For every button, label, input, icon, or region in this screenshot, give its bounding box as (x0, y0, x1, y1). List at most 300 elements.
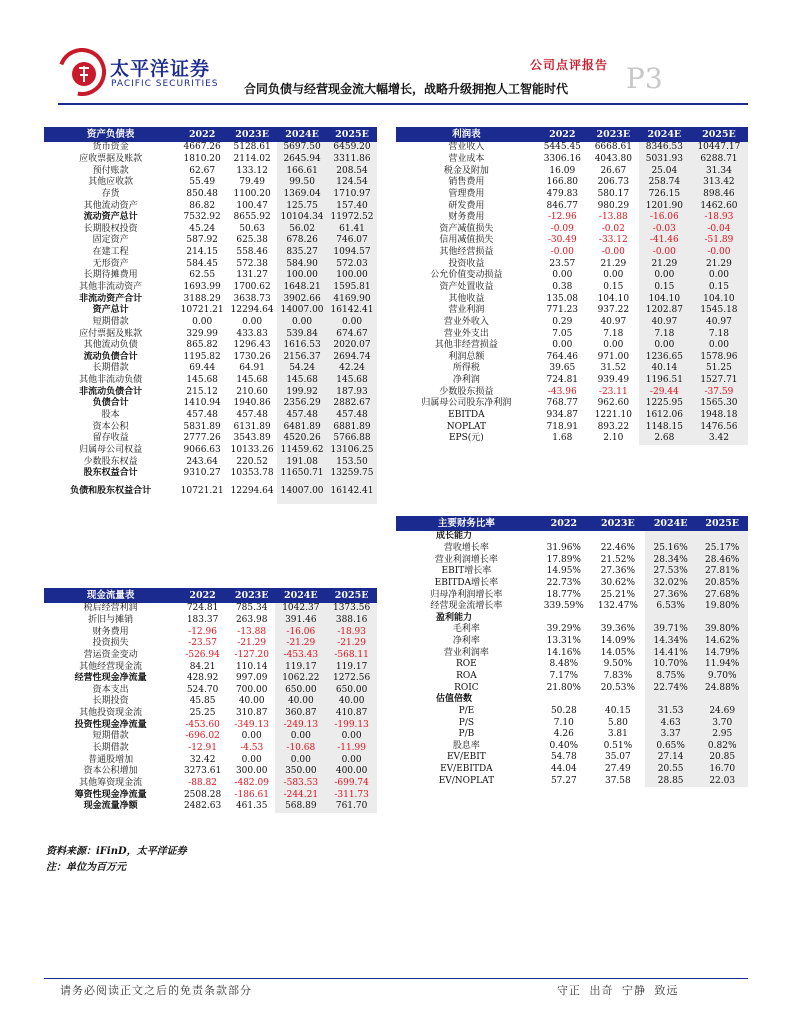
cell-value: 30.62% (600, 577, 636, 588)
cell-value: -199.13 (326, 719, 377, 731)
cell-value: 313.42 (690, 177, 748, 189)
row-label: 普通股增加 (88, 754, 134, 765)
cell-value: 1527.71 (690, 375, 748, 387)
cell-value: 10447.17 (690, 142, 748, 154)
cell-value: 457.48 (186, 410, 218, 421)
cell-value: -526.94 (185, 649, 220, 660)
cell-value: 22.73% (546, 577, 581, 588)
table-row (44, 177, 377, 189)
cell-value: -12.96 (547, 212, 577, 223)
table-row (396, 375, 748, 387)
table-row (396, 554, 748, 566)
cell-value: 0.00 (192, 316, 213, 327)
cell-value: 3543.89 (233, 433, 271, 444)
table-row (44, 743, 377, 755)
cell-value: 580.17 (597, 188, 630, 199)
cell-value: 28.46% (696, 554, 748, 566)
row-label: 税金及附加 (443, 165, 489, 176)
cell-value: 0.29 (552, 316, 573, 327)
row-label: 营收增长率 (443, 542, 489, 553)
table-row (396, 741, 748, 753)
cell-value: 145.68 (236, 375, 268, 386)
cell-value: 39.29% (546, 624, 581, 635)
cell-value: 25.21% (600, 589, 636, 600)
cell-value: -13.88 (598, 212, 628, 223)
cell-value: 9066.63 (183, 444, 221, 455)
year-header: 2024E (645, 516, 697, 531)
cell-value: 1410.94 (183, 398, 221, 409)
cell-value: 339.59% (543, 601, 584, 612)
cell-value: 133.12 (236, 165, 268, 176)
cell-value: 10721.21 (180, 305, 224, 316)
cell-value: 13.31% (546, 636, 581, 647)
cell-value: 764.46 (546, 351, 579, 362)
cell-value: 12294.64 (230, 305, 274, 316)
row-label: 股东权益合计 (83, 468, 138, 479)
row-label: 归属母公司权益 (79, 444, 143, 455)
financial-ratios-table (396, 516, 748, 787)
cell-value: 410.87 (326, 708, 377, 720)
row-label: 短期借款 (92, 731, 129, 742)
table-row (44, 200, 377, 212)
table-row (44, 235, 377, 247)
cell-value: 1730.26 (233, 351, 271, 362)
cell-value: 22.03 (696, 775, 748, 787)
cell-value: 0.65% (645, 741, 697, 753)
cell-value: 2508.28 (183, 789, 222, 800)
cell-value: 104.10 (597, 293, 630, 304)
table-row (44, 142, 377, 154)
table-row (396, 764, 748, 776)
row-label: 其他非流动资产 (79, 282, 143, 292)
cell-value: 145.68 (327, 375, 377, 387)
row-label: 流动负债合计 (83, 351, 138, 362)
cell-value: 1578.96 (690, 352, 748, 364)
cell-value: 166.61 (277, 165, 327, 177)
cell-value: 51.25 (690, 363, 748, 375)
cell-value: 0.00 (603, 270, 624, 281)
cell-value: 22.46% (600, 542, 636, 553)
cell-value: 4.26 (553, 729, 574, 740)
cell-value: 42.24 (327, 363, 377, 375)
cell-value: 768.77 (546, 398, 579, 409)
year-header: 2023E (228, 588, 275, 603)
year-header: 2023E (591, 516, 645, 531)
cell-value: -0.03 (639, 223, 690, 235)
empty-cell (591, 531, 645, 543)
row-label: 短期借款 (92, 316, 129, 327)
cell-value: 433.83 (236, 328, 268, 339)
cell-value: 40.15 (604, 705, 631, 716)
cell-value: 350.00 (275, 766, 326, 778)
cell-value: 39.71% (645, 624, 697, 636)
cell-value: 24.69 (696, 706, 748, 718)
disclaimer-text: 请务必阅读正文之后的免责条款部分 (60, 984, 252, 997)
table-row (44, 801, 377, 813)
cell-value: 7.18 (690, 328, 748, 340)
cell-value: 1476.56 (690, 421, 748, 433)
cell-value: -16.06 (639, 212, 690, 224)
cell-value: 572.38 (236, 258, 268, 269)
cell-value: -453.60 (185, 719, 220, 730)
cell-value: 31.34 (690, 165, 748, 177)
cell-value: 25.17% (696, 543, 748, 555)
cell-value: -18.93 (690, 212, 748, 224)
cell-value: -453.43 (275, 650, 326, 662)
cell-value: 50.28 (550, 705, 577, 716)
row-label: ROIC (454, 682, 479, 693)
cell-value: 119.17 (275, 661, 326, 673)
row-label: 其他收益 (448, 293, 485, 304)
cell-value: 21.80% (546, 682, 581, 693)
company-motto: 守正 出奇 宁静 致远 (557, 984, 679, 997)
table-row (396, 578, 748, 590)
table-row (396, 247, 748, 259)
balance-sheet-table (44, 127, 377, 504)
income-statement-table (396, 127, 748, 445)
table-row (44, 270, 377, 282)
cell-value: 22.74% (645, 682, 697, 694)
cell-value: 1196.51 (639, 375, 690, 387)
cell-value: 939.49 (597, 375, 630, 386)
table-row (396, 636, 748, 648)
cell-value: 3638.73 (233, 293, 271, 304)
table-row (396, 258, 748, 270)
cell-value: -696.02 (185, 731, 220, 742)
row-label: 无形资产 (92, 258, 129, 269)
cell-value: 45.85 (189, 696, 216, 707)
row-label: P/B (458, 729, 475, 740)
cell-value: 84.21 (189, 661, 216, 672)
row-label: 投资损失 (92, 638, 129, 649)
table-row (44, 317, 377, 329)
cell-value: 718.91 (546, 421, 579, 432)
cell-value: 1225.95 (639, 398, 690, 410)
cell-value: 40.00 (275, 696, 326, 708)
row-label: 留存收益 (92, 433, 129, 444)
section-title: 估值倍数 (436, 694, 473, 705)
cell-value: 20.53% (600, 682, 636, 693)
table-row (396, 659, 748, 671)
table-row (396, 717, 748, 729)
table-row (396, 328, 748, 340)
table-row (396, 235, 748, 247)
cell-value: 0.00 (639, 270, 690, 282)
table-row (396, 421, 748, 433)
row-label: 其他流动资产 (83, 200, 138, 211)
cell-value: 104.10 (639, 293, 690, 305)
cell-value: 110.14 (235, 661, 268, 672)
cell-value: 20.55 (645, 764, 697, 776)
cell-value: 457.48 (277, 410, 327, 422)
cell-value: -51.89 (690, 235, 748, 247)
cell-value: 14007.00 (277, 305, 327, 317)
page-number: P3 (626, 62, 663, 95)
year-header: 2022 (537, 516, 591, 531)
table-row (44, 421, 377, 433)
year-header: 2022 (537, 127, 588, 142)
cell-value: -29.44 (639, 386, 690, 398)
cell-value: 3.37 (645, 729, 697, 741)
row-label: 长期借款 (92, 743, 129, 753)
row-label: 所得税 (452, 363, 480, 374)
cell-value: 79.49 (239, 177, 265, 188)
unit-note: 注：单位为百万元 (46, 862, 126, 873)
table-row (44, 293, 377, 305)
cell-value: 0.00 (326, 731, 377, 743)
cell-value: 39.65 (549, 363, 576, 374)
cell-value: 850.48 (186, 188, 218, 199)
empty-cell (696, 612, 748, 624)
table-row (44, 340, 377, 352)
table-row (44, 615, 377, 627)
cell-value: 14.05% (600, 647, 636, 658)
row-label: 归母净利润增长率 (430, 589, 503, 600)
cell-value: 3188.29 (183, 293, 221, 304)
table-row (396, 647, 748, 659)
cell-value: 5831.89 (183, 421, 221, 432)
table-row (44, 398, 377, 410)
cell-value: 131.27 (236, 270, 268, 281)
table-row (396, 752, 748, 764)
cell-value: 18.77% (546, 589, 581, 600)
row-label: 长期股权投资 (83, 223, 138, 234)
cell-value: 1202.87 (639, 305, 690, 317)
cell-value: -583.53 (275, 778, 326, 790)
row-label: P/S (458, 717, 475, 728)
cell-value: 12294.64 (230, 486, 274, 497)
table-row (396, 433, 748, 445)
row-label: 营业收入 (448, 142, 485, 153)
cell-value: -43.96 (547, 386, 577, 397)
table-row (396, 352, 748, 364)
cell-value: 16.70 (696, 764, 748, 776)
cell-value: 206.73 (597, 177, 630, 188)
table-row (44, 375, 377, 387)
row-label: 固定资产 (92, 235, 129, 246)
cell-value: 215.12 (186, 386, 218, 397)
cell-value: 625.38 (236, 235, 268, 246)
header-divider (58, 103, 748, 105)
logo-english-name: PACIFIC SECURITIES (111, 79, 219, 89)
cell-value: 2.68 (639, 433, 690, 445)
cell-value: 263.98 (235, 614, 268, 625)
cell-value: 62.67 (189, 165, 216, 176)
cell-value: 0.00 (275, 754, 326, 766)
empty-cell (645, 694, 697, 706)
table-row (396, 601, 748, 613)
cell-value: 4.63 (645, 717, 697, 729)
cell-value: 971.00 (597, 351, 630, 362)
cell-value: 771.23 (546, 305, 579, 316)
cell-value: 0.38 (552, 282, 573, 292)
row-label: EV/NOPLAT (438, 775, 495, 786)
cell-value: -21.29 (275, 638, 326, 650)
cell-value: 1940.86 (233, 398, 271, 409)
cell-value: 388.16 (326, 615, 377, 627)
cell-value: 1272.56 (326, 673, 377, 685)
cell-value: 2694.74 (327, 352, 377, 364)
row-label: 资本公积 (92, 421, 129, 432)
cell-value: 700.00 (235, 684, 268, 695)
year-header: 2023E (588, 127, 639, 142)
cell-value: 21.29 (600, 258, 627, 269)
row-label: 在建工程 (92, 247, 129, 258)
cell-value: -21.29 (237, 638, 267, 649)
table-row (396, 624, 748, 636)
cell-value: 35.07 (604, 752, 631, 763)
cell-value: 0.51% (603, 740, 633, 751)
table-row (44, 445, 377, 457)
cell-value: 2.95 (696, 729, 748, 741)
cell-value: 310.87 (235, 708, 268, 719)
cell-value: 27.36% (645, 589, 697, 601)
row-label: 经营现金流增长率 (430, 601, 503, 612)
empty-cell (645, 531, 697, 543)
cell-value: 40.00 (326, 696, 377, 708)
cell-value: 300.00 (235, 766, 268, 777)
cell-value: 210.60 (236, 386, 268, 397)
cell-value: 4169.90 (327, 293, 377, 305)
cell-value: 17.89% (546, 554, 581, 565)
row-label: 公允价值变动损益 (430, 270, 503, 281)
cell-value: 479.83 (546, 188, 579, 199)
cell-value: -244.21 (275, 789, 326, 801)
cell-value: 8346.53 (639, 142, 690, 154)
cell-value: 50.63 (239, 223, 265, 234)
cell-value: 7532.92 (183, 212, 221, 223)
cell-value: -88.82 (188, 777, 217, 788)
table-row (44, 708, 377, 720)
row-label: 信用减值损失 (439, 235, 494, 246)
cell-value: 258.74 (639, 177, 690, 189)
cell-value: 14.62% (696, 636, 748, 648)
footer-divider (44, 978, 748, 979)
cell-value: 835.27 (277, 247, 327, 259)
table-row (44, 247, 377, 259)
table-row (396, 566, 748, 578)
cell-value: 208.54 (327, 165, 377, 177)
cell-value: 24.88% (696, 682, 748, 694)
cell-value: 0.00 (241, 731, 262, 742)
table-row (44, 603, 377, 615)
cell-value: 54.78 (550, 752, 577, 763)
cell-value: -0.00 (550, 247, 574, 258)
cell-value: 898.46 (690, 189, 748, 201)
table-row (44, 363, 377, 375)
cell-value: 0.00 (552, 270, 573, 281)
cell-value: -568.11 (326, 650, 377, 662)
cell-value: 32.42 (189, 754, 216, 765)
row-label: EBITDA增长率 (434, 577, 499, 588)
cell-value: 8.48% (549, 659, 579, 670)
cell-value: 40.97 (600, 316, 627, 327)
cell-value: 11.94% (696, 659, 748, 671)
cell-value: 100.00 (277, 270, 327, 282)
table-row (44, 719, 377, 731)
company-logo (58, 48, 238, 98)
table-row (396, 386, 748, 398)
cell-value: 1545.18 (690, 305, 748, 317)
row-label: 其他筹资现金流 (79, 777, 143, 788)
cell-value: 13106.25 (327, 445, 377, 457)
cell-value: 8.75% (645, 671, 697, 683)
cell-value: 6881.89 (327, 421, 377, 433)
cell-value: 62.55 (189, 270, 216, 281)
cell-value: 9310.27 (183, 468, 221, 479)
cell-value: 39.36% (600, 624, 636, 635)
table-row (44, 650, 377, 662)
cell-value: 400.00 (326, 766, 377, 778)
table-row (44, 778, 377, 790)
row-label: 非流动资产合计 (79, 293, 143, 304)
table-row (396, 223, 748, 235)
cell-value: 5445.45 (543, 142, 581, 153)
year-header: 2024E (639, 127, 690, 142)
table-row (396, 212, 748, 224)
table-row (44, 684, 377, 696)
row-label: EPS(元) (448, 433, 484, 444)
cell-value: 0.00 (277, 317, 327, 329)
row-label: 研发费用 (448, 200, 485, 211)
cell-value: 25.04 (639, 165, 690, 177)
table-title: 资产负债表 (44, 127, 177, 142)
cell-value: 5031.93 (639, 154, 690, 166)
cell-value: 7.05 (552, 328, 573, 339)
cell-value: 1.68 (552, 433, 573, 444)
cell-value: 2156.37 (277, 352, 327, 364)
row-label: 管理费用 (448, 188, 485, 199)
cell-value: 0.00 (639, 340, 690, 352)
table-row (396, 340, 748, 352)
row-label: 其他经营损益 (439, 247, 494, 258)
year-header: 2025E (327, 127, 377, 142)
cell-value: -4.53 (240, 743, 264, 753)
row-label: 投资收益 (448, 258, 485, 269)
table-row (44, 433, 377, 445)
cell-value: 0.00 (327, 317, 377, 329)
cell-value: 21.52% (600, 554, 636, 565)
empty-cell (537, 612, 591, 624)
table-row (396, 293, 748, 305)
cell-value: 7.18 (639, 328, 690, 340)
row-label: 预付账款 (92, 165, 129, 176)
table-row (396, 682, 748, 694)
row-label: 股息率 (452, 740, 480, 751)
cell-value: 3273.61 (183, 766, 222, 777)
cell-value: 0.40% (549, 740, 579, 751)
cell-value: 13259.75 (327, 468, 377, 480)
cell-value: -37.59 (690, 386, 748, 398)
empty-cell (591, 694, 645, 706)
cell-value: 6459.20 (327, 142, 377, 154)
cell-value: -13.88 (237, 626, 267, 637)
row-label: 存货 (101, 188, 120, 199)
cell-value: 25.25 (189, 708, 216, 719)
table-row (396, 729, 748, 741)
row-label: 现金流量净额 (83, 801, 138, 812)
cell-value: 893.22 (597, 421, 630, 432)
row-label: 长期待摊费用 (83, 270, 138, 281)
cell-value: 1612.06 (639, 410, 690, 422)
row-label: 营业利润 (448, 305, 485, 316)
cell-value: 391.46 (275, 615, 326, 627)
row-label: 资产处置收益 (439, 282, 494, 292)
cell-value: -0.00 (601, 247, 625, 258)
cell-value: 558.46 (236, 247, 268, 258)
cell-value: 0.00 (552, 340, 573, 351)
cell-value: 44.04 (550, 764, 577, 775)
